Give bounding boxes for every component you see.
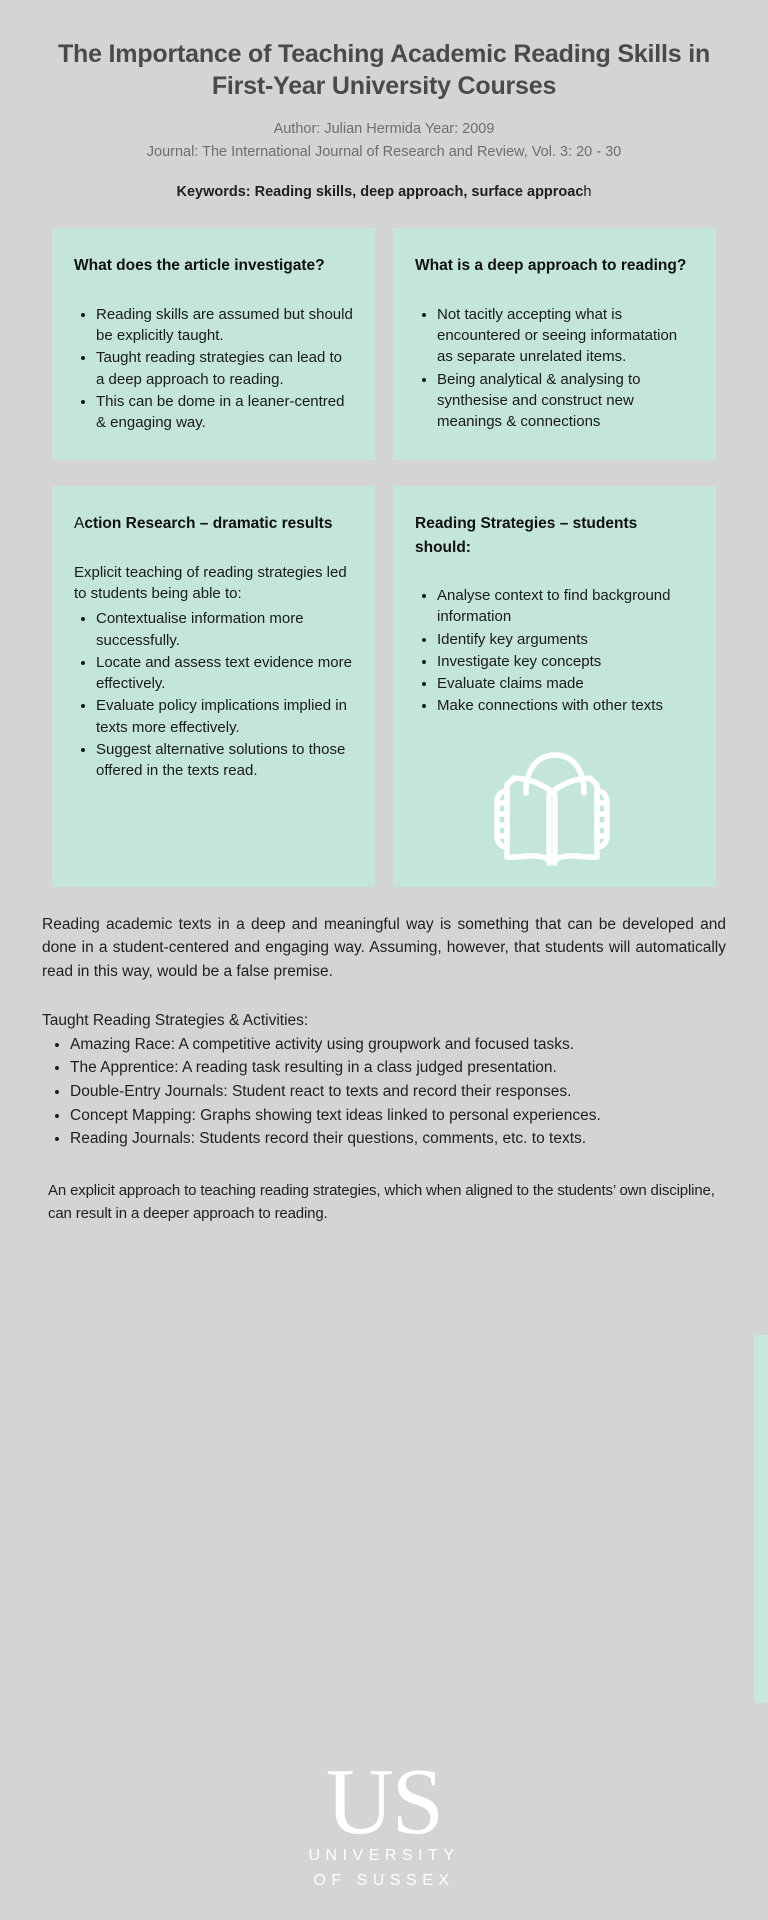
card-article-investigate (52, 228, 375, 460)
card-title-rest: ction Research – dramatic results (84, 515, 333, 533)
list-item: • Suggest alternative solutions to those offered in the texts read. (96, 739, 353, 782)
accent-edge-strip (754, 1335, 768, 1703)
keywords-line (56, 184, 712, 200)
card-bullet-list (415, 304, 694, 433)
list-item: • Concept Mapping: Graphs showing text ideas linked to personal experiences. (70, 1104, 726, 1128)
list-item: • Amazing Race: A competitive activity using groupwork and focused tasks. (70, 1033, 726, 1057)
card-action-research (52, 486, 375, 886)
body-copy (42, 913, 726, 1225)
journal-line: Journal: The International Journal of Research and Review, Vol. 3: 20 - 30 (146, 144, 622, 161)
list-item: • Taught reading strategies can lead to a deep approach to reading. (96, 347, 353, 390)
list-item: • Being analytical & analysing to synthesise and construct new meanings & connections (437, 369, 694, 433)
list-item: • Evaluate policy implications implied in texts more effectively. (96, 695, 353, 738)
list-item: • Reading Journals: Students record their questions, comments, etc. to texts. (70, 1127, 726, 1151)
list-item: • Locate and assess text evidence more effectively. (96, 652, 353, 695)
header (0, 0, 768, 200)
list-item: • This can be dome in a leaner-centred & engaging way. (96, 391, 353, 434)
card-title: What does the article investigate? (74, 257, 325, 275)
university-logo (0, 1749, 768, 1894)
activities-heading: Taught Reading Strategies & Activities: (42, 1012, 309, 1030)
keywords-tail: h (583, 184, 592, 201)
list-item: • The Apprentice: A reading task resulting in a class judged presentation. (70, 1056, 726, 1080)
list-item: • Investigate key concepts (437, 651, 694, 672)
list-item: • Double-Entry Journals: Student react to texts and record their responses. (70, 1080, 726, 1104)
author-line: Author: Julian Hermida Year: 2009 (273, 121, 495, 137)
page-title: The Importance of Teaching Academic Reading Skills in First-Year University Courses (57, 40, 711, 100)
card-bullet-list (74, 304, 353, 434)
list-item: • Identify key arguments (437, 629, 694, 650)
card-bullet-list (415, 585, 694, 717)
activities-list (42, 1033, 726, 1151)
keywords-text: Keywords: Reading skills, deep approach, surface approac (176, 184, 584, 201)
closing-paragraph: An explicit approach to teaching reading strategies, which when aligned to the students’ own discipline, can result in a deeper approach to reading. (48, 1181, 715, 1222)
list-item: • Evaluate claims made (437, 673, 694, 694)
card-title (74, 512, 353, 535)
logo-line-2: OF SUSSEX (313, 1872, 455, 1890)
person-reading-book-icon (415, 739, 694, 871)
card-reading-strategies (393, 486, 716, 886)
list-item: • Reading skills are assumed but should be explicitly taught. (96, 304, 353, 347)
list-item: • Analyse context to find background information (437, 585, 694, 628)
logo-line-1: UNIVERSITY (308, 1847, 460, 1865)
logo-mark: US (325, 1749, 443, 1854)
card-title: What is a deep approach to reading? (415, 257, 687, 275)
card-title: Reading Strategies – students should: (415, 515, 638, 556)
card-intro: Explicit teaching of reading strategies led to students being able to: (74, 563, 347, 602)
list-item: • Not tacitly accepting what is encountered or seeing informatation as separate unrelated items. (437, 304, 694, 368)
card-deep-approach (393, 228, 716, 460)
summary-paragraph: Reading academic texts in a deep and meaningful way is something that can be developed and done in a student-centered and engaging way. Assuming, however, that students will automatically read in this way, would be a false premise. (42, 915, 726, 980)
card-grid (52, 228, 716, 886)
list-item: • Contextualise information more successfully. (96, 608, 353, 651)
list-item: • Make connections with other texts (437, 695, 694, 716)
card-bullet-list (74, 608, 353, 781)
card-title-lead: A (74, 515, 85, 533)
